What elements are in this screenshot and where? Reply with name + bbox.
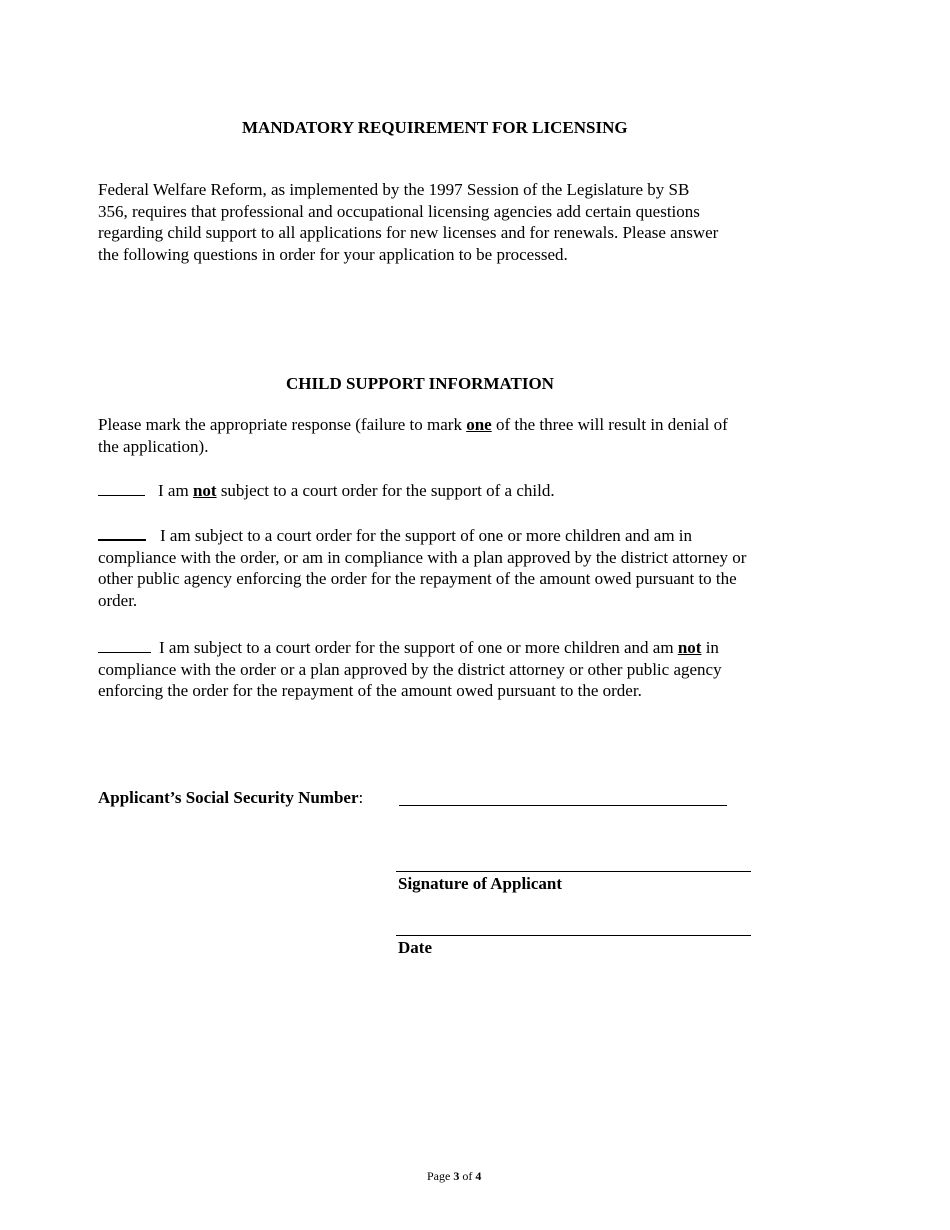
intro-line: regarding child support to all applications for new licenses and for renewals. Please answer bbox=[98, 223, 719, 242]
option-3-line-3: enforcing the order for the repayment of the amount owed pursuant to the order. bbox=[98, 681, 642, 700]
intro-paragraph bbox=[98, 179, 718, 265]
page-heading-mandatory-requirement: MANDATORY REQUIREMENT FOR LICENSING bbox=[242, 118, 628, 137]
date-label: Date bbox=[398, 938, 432, 957]
option-1-text-start: I am bbox=[158, 481, 193, 500]
instruction-emphasis-one: one bbox=[466, 415, 492, 434]
option-not-subject bbox=[98, 480, 555, 502]
option-3-text-start: I am subject to a court order for the support of one or more children and am bbox=[159, 638, 678, 657]
checkbox-blank-in-compliance[interactable] bbox=[98, 525, 146, 541]
section-heading-child-support: CHILD SUPPORT INFORMATION bbox=[286, 374, 554, 393]
signature-label: Signature of Applicant bbox=[398, 874, 563, 893]
instruction-text-start: Please mark the appropriate response (failure to mark bbox=[98, 415, 467, 434]
page-number-footer bbox=[427, 1166, 481, 1188]
footer-current-page: 3 bbox=[453, 1169, 460, 1183]
option-1-emphasis-not: not bbox=[192, 481, 217, 500]
intro-line: the following questions in order for your application to be processed. bbox=[98, 244, 568, 264]
intro-line: 356, requires that professional and occupational licensing agencies add certain questions bbox=[98, 201, 700, 221]
signature-line[interactable] bbox=[396, 871, 751, 872]
option-subject-not-in-compliance bbox=[98, 637, 838, 702]
option-2-line-2: compliance with the order, or am in compliance with a plan approved by the district attorney or bbox=[98, 547, 747, 567]
ssn-colon: : bbox=[358, 788, 364, 807]
date-line[interactable] bbox=[396, 935, 751, 936]
option-2-line-1: I am subject to a court order for the support of one or more children and am in bbox=[160, 526, 693, 545]
option-3-emphasis-not: not bbox=[677, 638, 702, 657]
checkbox-blank-not-subject[interactable] bbox=[98, 481, 145, 496]
ssn-row bbox=[98, 787, 363, 809]
option-subject-in-compliance bbox=[98, 525, 838, 611]
footer-page-word: Page bbox=[427, 1169, 451, 1183]
option-1-text-end: subject to a court order for the support of a child. bbox=[216, 481, 555, 500]
option-2-line-3: other public agency enforcing the order for the repayment of the amount owed pursuant to the bbox=[98, 569, 737, 588]
option-2-line-4: order. bbox=[98, 590, 138, 610]
intro-line: Federal Welfare Reform, as implemented by the 1997 Session of the Legislature by SB bbox=[98, 180, 690, 199]
instruction-paragraph bbox=[98, 414, 828, 457]
instruction-line-2: the application). bbox=[98, 436, 209, 456]
option-3-text-end: in bbox=[701, 638, 719, 657]
ssn-input-line[interactable] bbox=[399, 787, 727, 806]
checkbox-blank-not-in-compliance[interactable] bbox=[98, 638, 151, 653]
footer-of-word: of bbox=[462, 1169, 473, 1183]
instruction-text-end: of the three will result in denial of bbox=[491, 415, 728, 434]
option-3-line-2: compliance with the order or a plan approved by the district attorney or other public agency bbox=[98, 659, 722, 679]
ssn-label: Applicant’s Social Security Number bbox=[98, 788, 359, 807]
instruction-line-1 bbox=[98, 414, 828, 436]
footer-total-pages: 4 bbox=[475, 1169, 482, 1183]
